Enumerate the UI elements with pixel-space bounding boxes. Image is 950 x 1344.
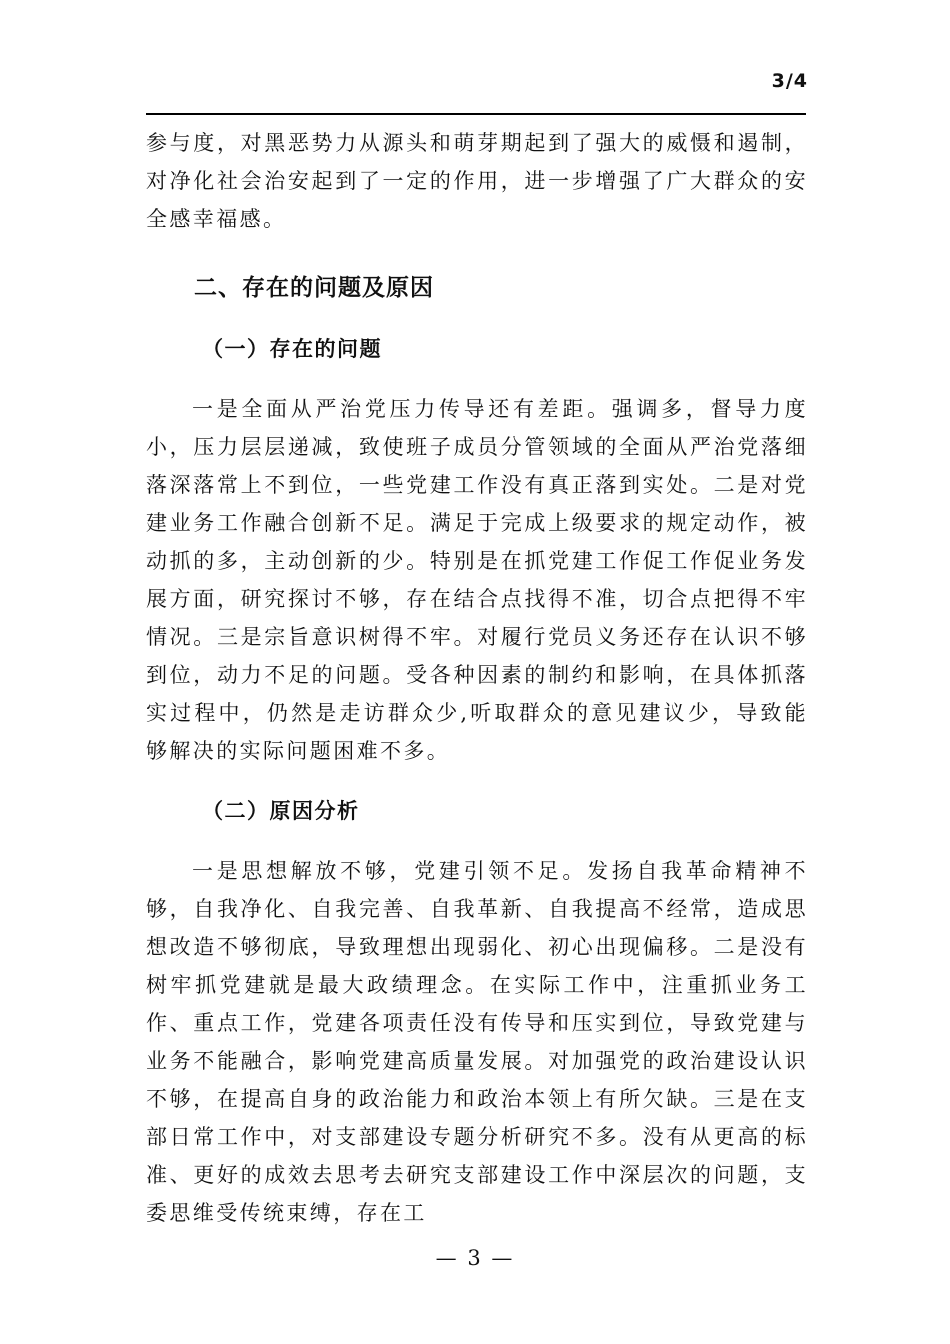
subsection-heading-causes: （二）原因分析: [202, 799, 360, 823]
section-heading: 二、存在的问题及原因: [194, 275, 434, 301]
paragraph-continuation: 参与度，对黑恶势力从源头和萌芽期起到了强大的威慑和遏制，对净化社会治安起到了一定的作用，进一步增强了广大群众的安全感幸福感。: [146, 131, 808, 231]
page-number: — 3 —: [435, 1246, 515, 1270]
paragraph-problems: 一是全面从严治党压力传导还有差距。强调多，督导力度小，压力层层递减，致使班子成员分管领域的全面从严治党落细落深落常上不到位，一些党建工作没有真正落到实处。二是对党建业务工作融合创新不足。满足于完成上级要求的规定动作，被动抓的多，主动创新的少。特别是在抓党建工作促工作促业务发展方面，研究探讨不够，存在结合点找得不准，切合点把得不牢情况。三是宗旨意识树得不牢。对履行党员义务还存在认识不够到位，动力不足的问题。受各种因素的制约和影响，在具体抓落实过程中，仍然是走访群众少,听取群众的意见建议少，导致能够解决的实际问题困难不多。: [146, 397, 808, 763]
header-rule: [146, 113, 806, 115]
document-body: [146, 124, 808, 1232]
paragraph-causes: 一是思想解放不够，党建引领不足。发扬自我革命精神不够，自我净化、自我完善、自我革新、自我提高不经常，造成思想改造不够彻底，导致理想出现弱化、初心出现偏移。二是没有树牢抓党建就是最大政绩理念。在实际工作中，注重抓业务工作、重点工作，党建各项责任没有传导和压实到位，导致党建与业务不能融合，影响党建高质量发展。对加强党的政治建设认识不够，在提高自身的政治能力和政治本领上有所欠缺。三是在支部日常工作中，对支部建设专题分析研究不多。没有从更高的标准、更好的成效去思考去研究支部建设工作中深层次的问题，支委思维受传统束缚，存在工: [146, 859, 808, 1225]
page-counter: 3/4: [771, 70, 808, 92]
subsection-heading-problems: （一）存在的问题: [202, 337, 382, 361]
